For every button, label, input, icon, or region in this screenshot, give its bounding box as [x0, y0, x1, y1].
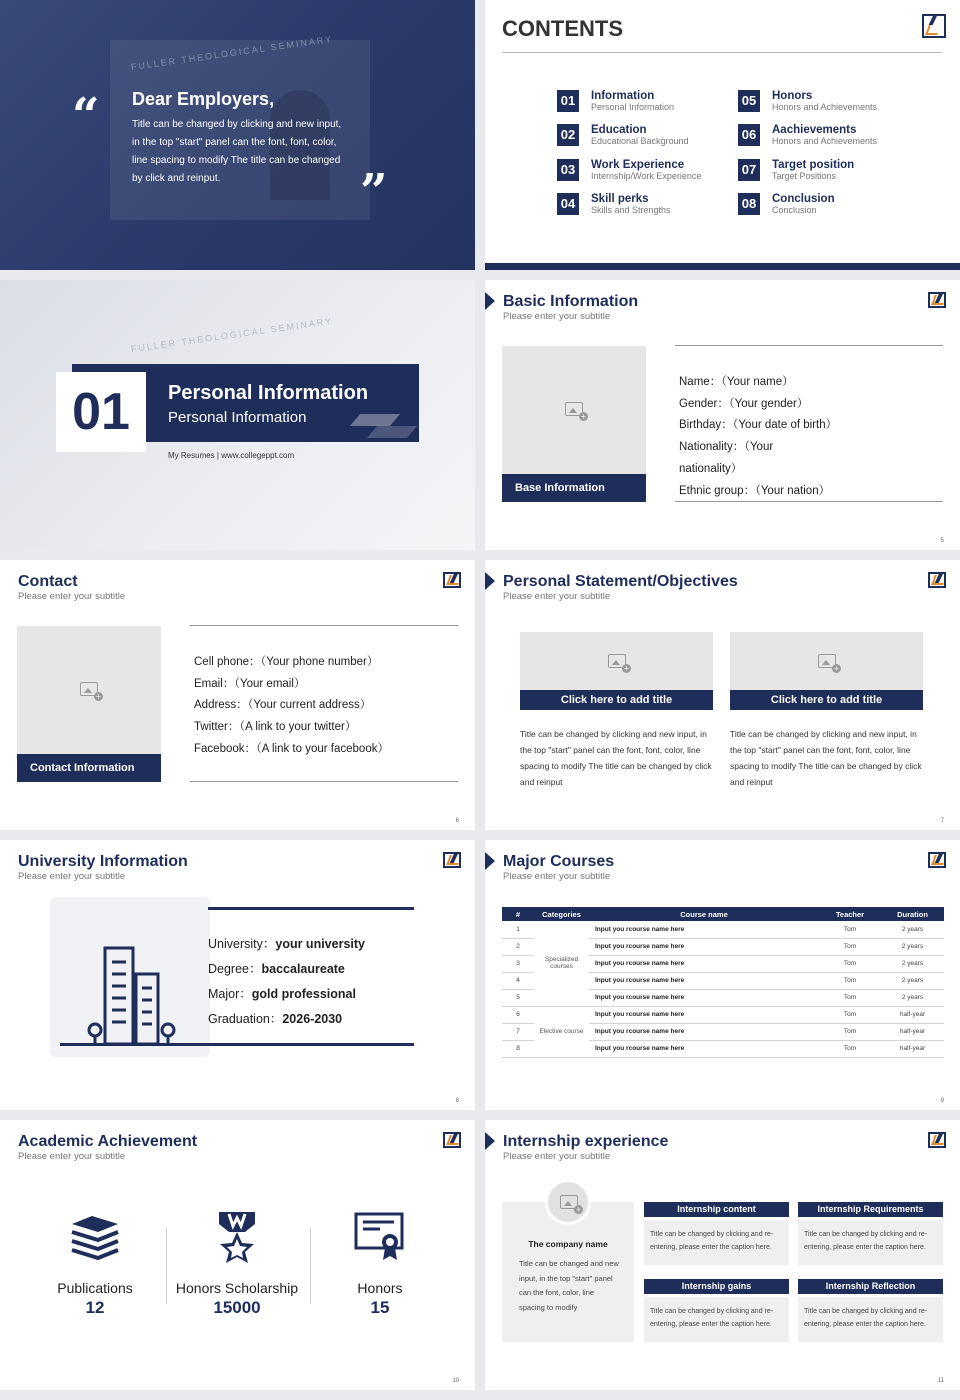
- slide-subtitle: Please enter your subtitle: [503, 591, 611, 602]
- achievement-value: 15: [370, 1298, 390, 1317]
- slide-title: University Information: [18, 853, 188, 870]
- slide-statement: [485, 560, 960, 830]
- info-birthday[interactable]: Birthday：（Your date of birth）: [679, 419, 838, 432]
- toc-subtitle: Honors and Achievements: [772, 136, 878, 146]
- slide-title: Personal Statement/Objectives: [503, 573, 738, 590]
- toc-number: 03: [557, 159, 579, 181]
- card-title-button[interactable]: Click here to add title: [520, 690, 713, 710]
- page-number: 9: [940, 1098, 944, 1104]
- row-label: Major：: [208, 987, 252, 1001]
- page-number: 10: [452, 1378, 459, 1384]
- slide-subtitle: Please enter your subtitle: [503, 311, 611, 322]
- slide-academic: [0, 1120, 475, 1390]
- achievement-honors: [315, 1280, 445, 1318]
- image-icon: [80, 682, 98, 696]
- cell-teacher[interactable]: Tom: [819, 955, 881, 972]
- basic-info-list: [679, 372, 837, 502]
- slide-contact: [0, 560, 475, 830]
- cell-duration[interactable]: 2 years: [881, 972, 944, 989]
- slide-cover: [0, 0, 475, 270]
- cell-teacher[interactable]: Tom: [819, 989, 881, 1006]
- slide-title: Internship experience: [503, 1133, 669, 1150]
- slide-title: Basic Information: [503, 293, 639, 310]
- toc-subtitle: Honors and Achievements: [772, 102, 878, 112]
- company-avatar[interactable]: [545, 1179, 591, 1225]
- contact-twitter[interactable]: Twitter：（A link to your twitter）: [194, 721, 357, 734]
- cell-num: 4: [502, 972, 534, 989]
- info-gender[interactable]: Gender：（Your gender）: [679, 397, 809, 410]
- col-header: Teacher: [819, 907, 881, 921]
- contact-list: [194, 652, 389, 761]
- box-title-reflection[interactable]: Internship Reflection: [798, 1279, 943, 1294]
- building-sign: FULLER THEOLOGICAL SEMINARY: [130, 33, 334, 73]
- slide-university: [0, 840, 475, 1110]
- contact-phone[interactable]: Cell phone：（Your phone number）: [194, 656, 379, 668]
- achievement-label: Publications: [57, 1280, 133, 1296]
- box-title-content[interactable]: Internship content: [644, 1202, 789, 1217]
- toc-subtitle: Internship/Work Experience: [591, 171, 702, 181]
- image-placeholder[interactable]: [17, 626, 161, 754]
- logo-icon: [928, 852, 946, 868]
- table-row[interactable]: [502, 921, 944, 938]
- box-text: Title can be changed by clicking and re-entering, please enter the caption here.: [798, 1220, 943, 1265]
- cell-course[interactable]: Input you rcourse name here: [589, 921, 819, 938]
- cell-course[interactable]: Input you rcourse name here: [589, 1023, 819, 1040]
- logo-icon: [443, 572, 461, 588]
- baseline-bar: [60, 1043, 414, 1046]
- building-sign: FULLER THEOLOGICAL SEMINARY: [130, 315, 334, 355]
- slide-section: [0, 280, 475, 550]
- table-row[interactable]: [502, 1006, 944, 1023]
- toc-title: Honors: [772, 90, 813, 102]
- achievement-value: 15000: [213, 1298, 261, 1317]
- image-icon: [560, 1195, 578, 1209]
- cover-heading: Dear Employers,: [132, 89, 275, 109]
- contents-footer-bar: [485, 263, 960, 270]
- contact-email[interactable]: Email：（Your email）: [194, 677, 306, 690]
- cell-duration[interactable]: half-year: [881, 1006, 944, 1023]
- toc-number: 04: [557, 193, 579, 215]
- row-value[interactable]: baccalaureate: [261, 962, 345, 976]
- box-title-requirements[interactable]: Internship Requirements: [798, 1202, 943, 1217]
- logo-icon: [928, 292, 946, 308]
- toc-subtitle: Personal Information: [591, 102, 675, 112]
- cell-category: Elective course: [534, 1006, 589, 1057]
- university-details: [208, 932, 365, 1032]
- major-row: [208, 982, 365, 1007]
- cell-teacher[interactable]: Tom: [819, 1023, 881, 1040]
- page-number: 7: [940, 818, 944, 824]
- toc-title: Aachievements: [772, 124, 857, 136]
- cell-num: 2: [502, 938, 534, 955]
- toc-number: 08: [738, 193, 760, 215]
- logo-icon: [443, 1132, 461, 1148]
- col-header: Categories: [534, 907, 589, 921]
- row-label: Degree：: [208, 962, 262, 976]
- title-marker: [485, 572, 495, 590]
- contact-address[interactable]: Address：（Your current address）: [194, 699, 372, 712]
- page-number: 8: [455, 1098, 459, 1104]
- building-icon: [58, 940, 188, 1048]
- info-nationality[interactable]: Nationality：（Your: [679, 441, 774, 454]
- cell-course[interactable]: Input you rcourse name here: [589, 972, 819, 989]
- toc-number: 06: [738, 124, 760, 146]
- image-icon: [608, 654, 626, 668]
- cell-course[interactable]: Input you rcourse name here: [589, 938, 819, 955]
- cell-teacher[interactable]: Tom: [819, 972, 881, 989]
- section-number: 01: [56, 372, 146, 452]
- slide-subtitle: Please enter your subtitle: [18, 871, 126, 882]
- box-title-gains[interactable]: Internship gains: [644, 1279, 789, 1294]
- cell-teacher[interactable]: Tom: [819, 1006, 881, 1023]
- company-name[interactable]: The company name: [528, 1239, 608, 1249]
- slide-contents: [485, 0, 960, 270]
- contact-facebook[interactable]: Facebook：（A link to your facebook）: [194, 742, 389, 755]
- slide-subtitle: Please enter your subtitle: [18, 1151, 126, 1162]
- row-value[interactable]: your university: [275, 937, 365, 951]
- row-value[interactable]: 2026-2030: [282, 1012, 343, 1026]
- cell-teacher[interactable]: Tom: [819, 938, 881, 955]
- toc-title: Conclusion: [772, 193, 835, 205]
- card-text: Title can be changed by clicking and new input, in the top "start" panel can the font, font, color, line spacing to modify The title can be changed by click and reinput: [730, 729, 922, 787]
- page-number: 11: [937, 1378, 944, 1384]
- company-text: Title can be changed and new input, in the top "start" panel can the font, color, line spacing to modify: [519, 1259, 619, 1312]
- books-icon: [68, 1214, 122, 1260]
- cell-teacher[interactable]: Tom: [819, 921, 881, 938]
- cell-teacher[interactable]: Tom: [819, 1040, 881, 1057]
- col-header: #: [502, 907, 534, 921]
- achievement-label: Honors: [357, 1280, 403, 1296]
- image-placeholder[interactable]: [502, 346, 646, 474]
- cell-course[interactable]: Input you rcourse name here: [589, 1006, 819, 1023]
- logo-icon: [922, 14, 946, 38]
- box-text: Title can be changed by clicking and re-entering, please enter the caption here.: [644, 1297, 789, 1342]
- toc-title: Work Experience: [591, 159, 685, 171]
- slide-courses: [485, 840, 960, 1110]
- cell-duration[interactable]: 2 years: [881, 955, 944, 972]
- slide-subtitle: Please enter your subtitle: [503, 871, 611, 882]
- cell-duration[interactable]: 2 years: [881, 921, 944, 938]
- row-label: University：: [208, 937, 276, 951]
- col-header: Duration: [881, 907, 944, 921]
- degree-row: [208, 957, 365, 982]
- cell-duration[interactable]: 2 years: [881, 938, 944, 955]
- section-footer: My Resumes | www.collegeppt.com: [168, 451, 295, 460]
- row-value[interactable]: gold professional: [251, 987, 356, 1001]
- section-title: Personal Information: [168, 382, 369, 404]
- cell-num: 3: [502, 955, 534, 972]
- cell-duration[interactable]: half-year: [881, 1040, 944, 1057]
- cell-num: 1: [502, 921, 534, 938]
- cell-num: 7: [502, 1023, 534, 1040]
- toc-subtitle: Educational Background: [591, 136, 689, 146]
- achievement-value: 12: [85, 1298, 105, 1317]
- divider-top: [190, 625, 458, 626]
- info-ethnic-group[interactable]: Ethnic group：（Your nation）: [679, 484, 831, 497]
- university-row: [208, 932, 365, 957]
- image-placeholder[interactable]: [730, 632, 923, 690]
- certificate-icon: [354, 1212, 406, 1262]
- page-number: 6: [455, 818, 459, 824]
- cover-body: Title can be changed by clicking and new input, in the top "start" panel can the font, font, color, line spacing to modify The title can be changed by click and reinput.: [132, 119, 342, 184]
- toc-number: 05: [738, 90, 760, 112]
- toc-number: 02: [557, 124, 579, 146]
- box-text: Title can be changed by clicking and re-entering, please enter the caption here.: [644, 1220, 789, 1265]
- slide-subtitle: Please enter your subtitle: [503, 1151, 611, 1162]
- slide-title: Major Courses: [503, 853, 615, 870]
- toc-subtitle: Conclusion: [772, 205, 817, 215]
- box-text: Title can be changed by clicking and re-entering, please enter the caption here.: [798, 1297, 943, 1342]
- slide-internship: [485, 1120, 960, 1390]
- card-title-button[interactable]: Click here to add title: [730, 690, 923, 710]
- title-marker: [485, 292, 495, 310]
- open-quote-icon: “: [72, 88, 100, 144]
- card-text: Title can be changed by clicking and new input, in the top "start" panel can the font, font, color, line spacing to modify The title can be changed by click and reinput: [520, 729, 712, 787]
- separator: [166, 1228, 167, 1304]
- slide-title: Contact: [18, 573, 78, 590]
- image-placeholder[interactable]: [520, 632, 713, 690]
- toc-title: Education: [591, 124, 647, 136]
- cell-duration[interactable]: half-year: [881, 1023, 944, 1040]
- logo-icon: [928, 1132, 946, 1148]
- contents-title: CONTENTS: [502, 16, 623, 41]
- image-icon: [565, 402, 583, 416]
- info-nationality-cont[interactable]: nationality）: [679, 462, 743, 475]
- divider-bottom: [675, 501, 943, 502]
- title-marker: [485, 852, 495, 870]
- info-name[interactable]: Name：（Your name）: [679, 376, 794, 388]
- cell-num: 6: [502, 1006, 534, 1023]
- contents-divider: [502, 52, 942, 53]
- image-label: Contact Information: [17, 754, 161, 782]
- toc-title: Target position: [772, 159, 855, 171]
- image-icon: [818, 654, 836, 668]
- slide-basic-info: [485, 280, 960, 550]
- logo-icon: [443, 852, 461, 868]
- section-subtitle: Personal Information: [168, 409, 307, 426]
- toc-number: 01: [557, 90, 579, 112]
- col-header: Course name: [589, 907, 819, 921]
- slide-title: Academic Achievement: [18, 1133, 198, 1150]
- top-bar: [208, 907, 414, 910]
- slide-subtitle: Please enter your subtitle: [18, 591, 126, 602]
- toc-title: Information: [591, 90, 655, 102]
- cell-duration[interactable]: 2 years: [881, 989, 944, 1006]
- title-marker: [485, 1132, 495, 1150]
- image-label: Base Information: [502, 474, 646, 502]
- toc-number: 07: [738, 159, 760, 181]
- courses-table: [502, 907, 944, 1058]
- table-header: [502, 907, 944, 921]
- close-quote-icon: ”: [360, 164, 388, 220]
- achievement-scholarship: [172, 1280, 302, 1318]
- divider-bottom: [190, 781, 458, 782]
- graduation-row: [208, 1007, 365, 1032]
- separator: [310, 1228, 311, 1304]
- cell-num: 8: [502, 1040, 534, 1057]
- cell-course[interactable]: Input you rcourse name here: [589, 955, 819, 972]
- toc-title: Skill perks: [591, 193, 649, 205]
- cell-category: Specialized courses: [534, 921, 589, 1006]
- divider-top: [675, 345, 943, 346]
- toc-subtitle: Target Positions: [772, 171, 837, 181]
- cell-course[interactable]: Input you rcourse name here: [589, 989, 819, 1006]
- achievement-label: Honors Scholarship: [175, 1280, 299, 1296]
- page-number: 5: [940, 538, 944, 544]
- toc-subtitle: Skills and Strengths: [591, 205, 671, 215]
- medal-icon: [217, 1210, 257, 1264]
- achievement-publications: [30, 1280, 160, 1318]
- cell-course[interactable]: Input you rcourse name here: [589, 1040, 819, 1057]
- cell-num: 5: [502, 989, 534, 1006]
- row-label: Graduation：: [208, 1012, 283, 1026]
- logo-icon: [928, 572, 946, 588]
